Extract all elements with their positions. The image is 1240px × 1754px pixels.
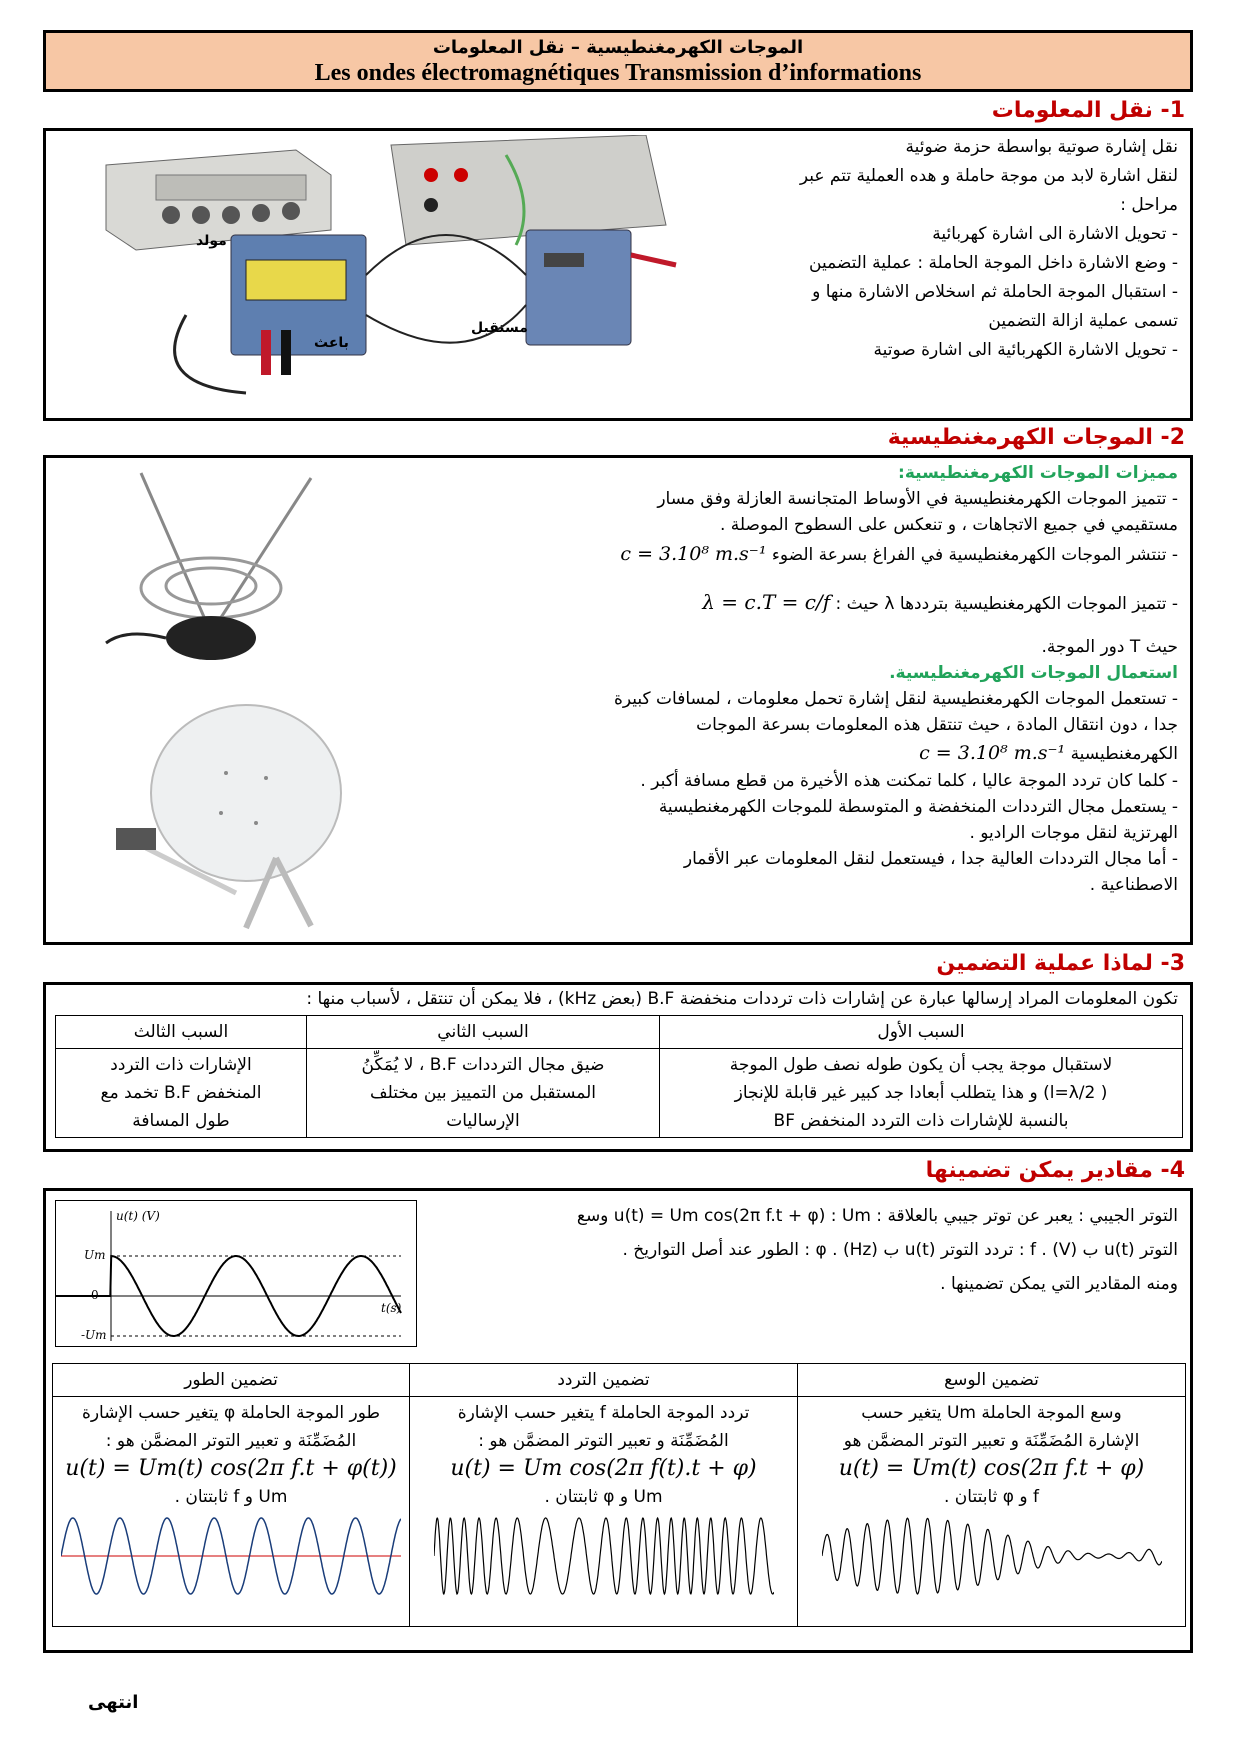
receiver-label: مستقبل bbox=[471, 320, 528, 336]
s2-text: الكهرمغنطيسية bbox=[1070, 744, 1178, 764]
fm-formula: u(t) = Um cos(2π f(t).t + φ) bbox=[450, 1456, 757, 1481]
am-formula: u(t) = Um(t) cos(2π f.t + φ) bbox=[838, 1456, 1145, 1481]
s1-line: - وضع الاشارة داخل الموجة الحاملة : عملية التضمين bbox=[809, 253, 1178, 273]
modulation-table bbox=[52, 1363, 1186, 1627]
s1-line: - تحويل الاشارة الكهربائية الى اشارة صوتية bbox=[873, 340, 1178, 360]
wavelength-formula: λ = c.T = c/f bbox=[702, 590, 831, 614]
reason1-cell: لاستقبال موجة يجب أن يكون طوله نصف طول الموجة ( l=λ/2) و هذا يتطلب أبعادا جد كبير غير قابلة للإنجاز بالنسبة للإشارات ذات التردد المنخفض BF bbox=[660, 1049, 1183, 1138]
graph-ylabel: u(t) (V) bbox=[116, 1209, 160, 1223]
s2-text: الهرتزية لنقل موجات الراديو . bbox=[969, 823, 1178, 843]
s2-text: - تستعمل الموجات الكهرمغنطيسية لنقل إشارة تحمل معلومات ، لمسافات كبيرة bbox=[614, 689, 1178, 709]
s1-line: مراحل : bbox=[1120, 195, 1178, 215]
section4-box bbox=[43, 1188, 1193, 1653]
s2-text: الاصطناعية . bbox=[1089, 875, 1178, 895]
section1-title: 1- نقل المعلومات bbox=[991, 98, 1185, 123]
s3-intro: تكون المعلومات المراد إرسالها عبارة عن إشارات ذات ترددات منخفضة B.F (بعض kHz) ، فلا يمكن أن تنتقل ، لأسباب منها : bbox=[306, 989, 1178, 1009]
s1-line: - تحويل الاشارة الى اشارة كهربائية bbox=[932, 224, 1178, 244]
section2-box bbox=[43, 455, 1193, 945]
am-cell: وسع الموجة الحاملة Um يتغير حسب الإشارة المُضَمِّنَة و تعبير التوتر المضمَّن هو u(t) = Um(t) cos(2π f.t + φ) f و φ ثابتتان . bbox=[798, 1397, 1186, 1627]
reason2-cell: ضيق مجال الترددات B.F ، لا يُمَكِّنُ المستقبل من التمييز بين مختلف الإرساليات bbox=[307, 1049, 660, 1138]
pm-waveform bbox=[61, 1511, 401, 1601]
pm-header: تضمين الطور bbox=[53, 1364, 410, 1397]
s4-text: ومنه المقادير التي يمكن تضمينها . bbox=[940, 1274, 1178, 1294]
satellite-dish-image bbox=[96, 698, 346, 938]
pm-formula: u(t) = Um(t) cos(2π f.t + φ(t)) bbox=[65, 1456, 397, 1481]
sine-graph bbox=[55, 1200, 417, 1347]
title-arabic: الموجات الكهرمغنطيسية – نقل المعلومات bbox=[432, 37, 804, 58]
s2-text: جدا ، دون انتقال المادة ، حيث تنتقل هذه المعلومات بسرعة الموجات bbox=[696, 715, 1178, 735]
s2-text: حيث T دور الموجة. bbox=[1041, 637, 1178, 657]
light-speed-formula: c = 3.10⁸ m.s⁻¹ bbox=[620, 543, 767, 565]
reason3-header: السبب الثالث bbox=[56, 1016, 307, 1049]
graph-xlabel: t(s) bbox=[381, 1301, 402, 1315]
emitter-label: باعث bbox=[314, 335, 349, 351]
s2-text: - أما مجال الترددات العالية جدا ، فيستعمل لنقل المعلومات عبر الأقمار bbox=[683, 849, 1178, 869]
s4-text: التوتر u(t) ب (V) . f : تردد التوتر u(t) ب (Hz) . φ : الطور عند أصل التواريخ . bbox=[622, 1240, 1178, 1260]
light-speed-formula: c = 3.10⁸ m.s⁻¹ bbox=[919, 742, 1066, 764]
fm-cell: تردد الموجة الحاملة f يتغير حسب الإشارة المُضَمِّنَة و تعبير التوتر المضمَّن هو : u(t) = Um cos(2π f(t).t + φ) Um و φ ثابتتان . bbox=[410, 1397, 798, 1627]
s2-text: - يستعمل مجال الترددات المنخفضة و المتوسطة للموجات الكهرمغنطيسية bbox=[658, 797, 1178, 817]
s2-text: مستقيمي في جميع الاتجاهات ، و تنعكس على السطوح الموصلة . bbox=[719, 515, 1178, 535]
section3-title: 3- لماذا عملية التضمين bbox=[936, 951, 1185, 976]
am-waveform bbox=[822, 1511, 1162, 1601]
footer-end: انتهى bbox=[88, 1692, 139, 1713]
am-header: تضمين الوسع bbox=[798, 1364, 1186, 1397]
s4-text: التوتر الجيبي : يعبر عن توتر جيبي بالعلاقة : u(t) = Um cos(2π f.t + φ) : Um وسع bbox=[576, 1206, 1178, 1226]
s2-text: - تتميز الموجات الكهرمغنطيسية في الأوساط المتجانسة العازلة وفق مسار bbox=[657, 489, 1178, 509]
section1-box bbox=[43, 128, 1193, 421]
transmission-equipment-photo bbox=[66, 135, 716, 415]
s2-heading-usage: استعمال الموجات الكهرمغنطيسية. bbox=[889, 663, 1178, 683]
s2-text: - تنتشر الموجات الكهرمغنطيسية في الفراغ بسرعة الضوء bbox=[771, 545, 1178, 565]
tv-antenna-image bbox=[96, 468, 326, 668]
generator-label: مولد bbox=[196, 233, 227, 249]
graph-um-label: Um bbox=[84, 1248, 106, 1262]
graph-zero-label: 0 bbox=[91, 1288, 99, 1302]
sine-graph-plot bbox=[56, 1201, 416, 1346]
graph-negum-label: -Um bbox=[81, 1328, 107, 1342]
reason3-cell: الإشارات ذات التردد المنخفض B.F تخمد مع طول المسافة bbox=[56, 1049, 307, 1138]
reason2-header: السبب الثاني bbox=[307, 1016, 660, 1049]
section4-title: 4- مقادير يمكن تضمينها bbox=[925, 1158, 1185, 1183]
page-header bbox=[43, 30, 1193, 92]
section3-box bbox=[43, 982, 1193, 1152]
s1-line: لنقل اشارة لابد من موجة حاملة و هده العملية تتم عبر bbox=[799, 166, 1178, 186]
title-french: Les ondes électromagnétiques Transmission d’informations bbox=[314, 60, 922, 86]
s2-text: - كلما كان تردد الموجة عاليا ، كلما تمكنت هذه الأخيرة من قطع مسافة أكبر . bbox=[640, 771, 1178, 791]
fm-waveform bbox=[434, 1511, 774, 1601]
s2-text: - تتميز الموجات الكهرمغنطيسية بترددها λ حيث : bbox=[835, 594, 1178, 614]
s1-line: - استقبال الموجة الحاملة ثم اسخلاص الاشارة منها و bbox=[812, 282, 1178, 302]
fm-header: تضمين التردد bbox=[410, 1364, 798, 1397]
section2-title: 2- الموجات الكهرمغنطيسية bbox=[887, 425, 1185, 450]
s1-line: تسمى عملية ازالة التضمين bbox=[988, 311, 1178, 331]
reasons-table bbox=[55, 1015, 1183, 1138]
s1-line: نقل إشارة صوتية بواسطة حزمة ضوئية bbox=[905, 137, 1178, 157]
s2-heading-characteristics: مميزات الموجات الكهرمغنطيسية: bbox=[898, 463, 1178, 483]
pm-cell: طور الموجة الحاملة φ يتغير حسب الإشارة المُضَمِّنَة و تعبير التوتر المضمَّن هو : u(t) = Um(t) cos(2π f.t + φ(t)) Um و f ثابتتان . bbox=[53, 1397, 410, 1627]
reason1-header: السبب الأول bbox=[660, 1016, 1183, 1049]
